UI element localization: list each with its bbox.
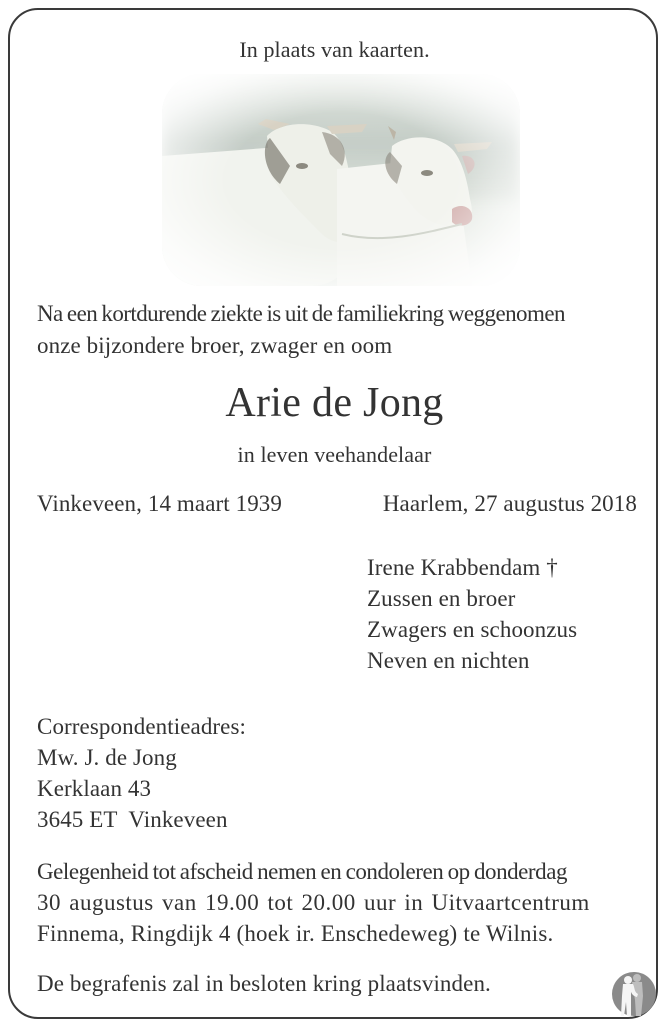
- family-member: Neven en nichten: [367, 648, 530, 673]
- burial-note: De begrafenis zal in besloten kring plaatsvinden.: [37, 971, 491, 996]
- family-member: Zussen en broer: [367, 586, 516, 611]
- header-text: In plaats van kaarten.: [239, 37, 430, 62]
- correspondence-name: Mw. J. de Jong: [37, 745, 177, 770]
- cows-photo: [162, 74, 520, 286]
- family-member: Zwagers en schoonzus: [367, 617, 578, 642]
- embracing-figures-icon: [610, 970, 656, 1018]
- intro-line-1: Na een kortdurende ziekte is uit de familiekring weggenomen: [37, 301, 565, 326]
- photo-vignette: [162, 74, 520, 286]
- deceased-name: Arie de Jong: [225, 380, 444, 426]
- farewell-line-3: Finnema, Ringdijk 4 (hoek ir. Enschedeweg) te Wilnis.: [37, 921, 554, 946]
- correspondence-postcode-city: 3645 ET Vinkeveen: [37, 807, 228, 832]
- correspondence-street: Kerklaan 43: [37, 776, 152, 801]
- farewell-line-1: Gelegenheid tot afscheid nemen en condoleren op donderdag: [37, 859, 567, 884]
- death-place-date: Haarlem, 27 augustus 2018: [382, 491, 637, 516]
- birth-place-date: Vinkeveen, 14 maart 1939: [37, 491, 283, 516]
- correspondence-label: Correspondentieadres:: [37, 714, 247, 739]
- family-member: Irene Krabbendam †: [367, 555, 558, 580]
- deceased-occupation: in leven veehandelaar: [237, 442, 432, 467]
- intro-line-2: onze bijzondere broer, zwager en oom: [37, 333, 393, 358]
- farewell-line-2: 30 augustus van 19.00 tot 20.00 uur in Uitvaartcentrum: [37, 890, 590, 915]
